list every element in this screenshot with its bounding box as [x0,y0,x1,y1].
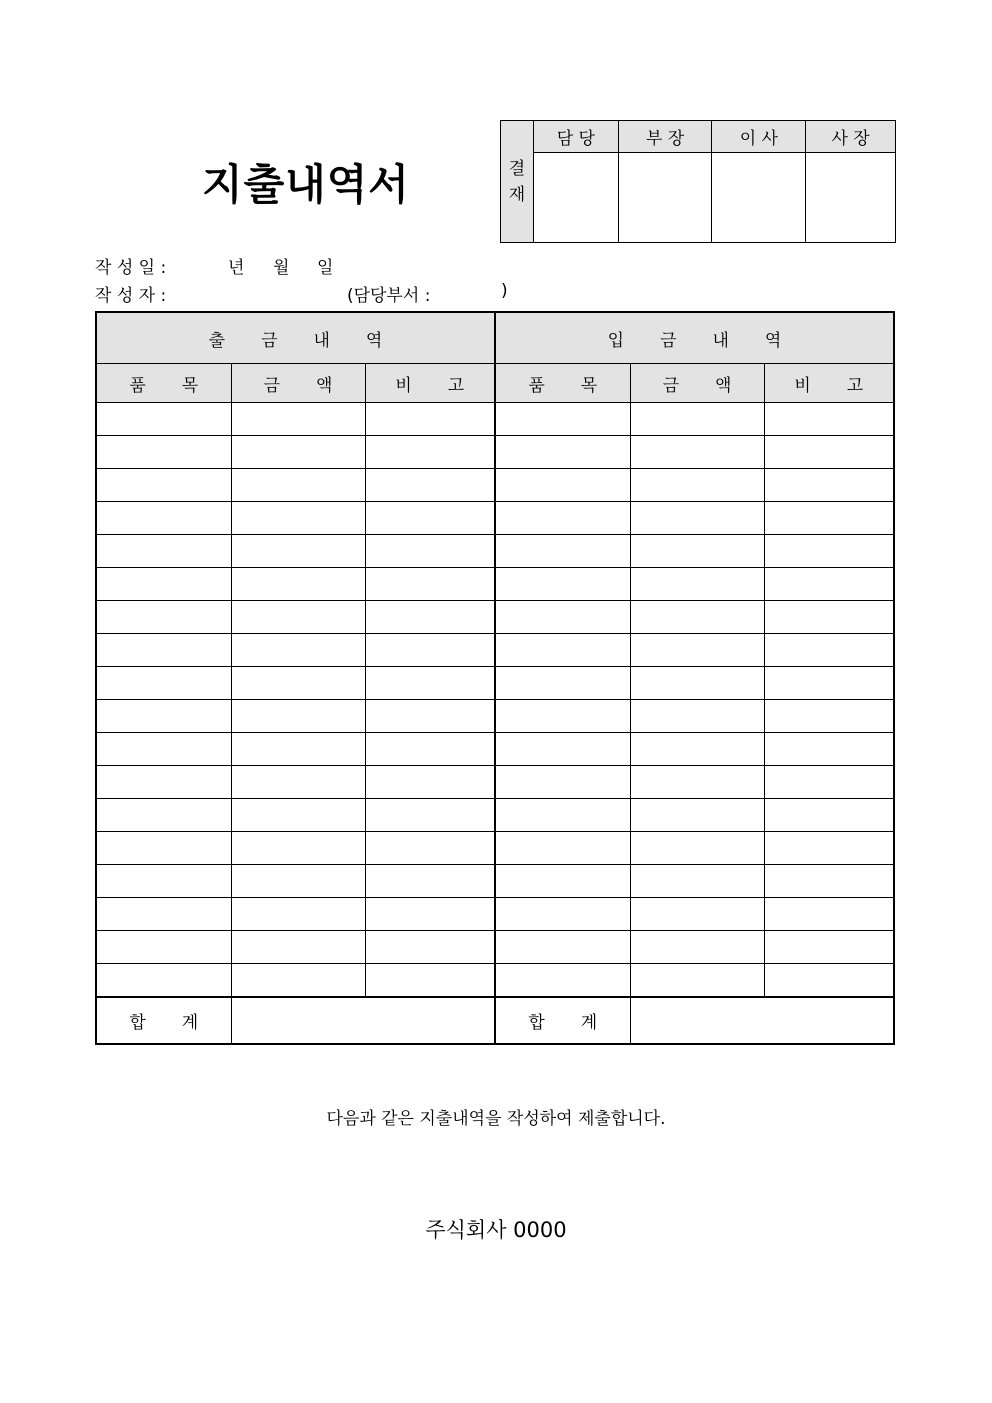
column-header-item: 품 목 [96,364,231,403]
approval-role-dept-head: 부 장 [618,121,712,153]
income-note-cell[interactable] [764,700,894,733]
income-amount-cell[interactable] [630,436,764,469]
income-item-cell[interactable] [495,667,630,700]
table-row [96,964,894,998]
expense-item-cell[interactable] [96,964,231,998]
income-amount-cell[interactable] [630,667,764,700]
expense-section-header: 출 금 내 역 [96,312,495,364]
table-row [96,667,894,700]
income-amount-cell[interactable] [630,799,764,832]
income-amount-cell[interactable] [630,700,764,733]
signature-cell-manager[interactable] [533,153,618,243]
expense-note-cell[interactable] [365,865,495,898]
expense-item-cell[interactable] [96,832,231,865]
income-item-cell[interactable] [495,898,630,931]
ledger-table [95,311,895,1045]
expense-item-cell[interactable] [96,898,231,931]
expense-note-cell[interactable] [365,502,495,535]
table-row [96,469,894,502]
expense-amount-cell[interactable] [231,832,365,865]
expense-item-cell[interactable] [96,931,231,964]
department-label: (담당부서 : [347,286,431,306]
approval-role-president: 사 장 [806,121,896,153]
expense-item-cell[interactable] [96,766,231,799]
expense-note-cell[interactable] [365,700,495,733]
date-year-unit: 년 [228,258,245,278]
expense-amount-cell[interactable] [231,502,365,535]
income-note-cell[interactable] [764,535,894,568]
income-note-cell[interactable] [764,799,894,832]
table-row [96,502,894,535]
date-line [95,253,334,278]
writer-label: 작 성 자 : [95,286,167,306]
income-amount-cell[interactable] [630,931,764,964]
column-header-amount: 금 액 [630,364,764,403]
expense-item-cell[interactable] [96,502,231,535]
column-header-amount: 금 액 [231,364,365,403]
income-item-cell[interactable] [495,502,630,535]
table-row [96,535,894,568]
income-note-cell[interactable] [764,601,894,634]
expense-total-label: 합 계 [96,997,231,1044]
expense-amount-cell[interactable] [231,766,365,799]
expense-item-cell[interactable] [96,799,231,832]
income-amount-cell[interactable] [630,502,764,535]
income-item-cell[interactable] [495,700,630,733]
income-amount-cell[interactable] [630,733,764,766]
expense-amount-cell[interactable] [231,700,365,733]
expense-amount-cell[interactable] [231,634,365,667]
expense-note-cell[interactable] [365,799,495,832]
income-amount-cell[interactable] [630,865,764,898]
expense-note-cell[interactable] [365,964,495,998]
income-section-header: 입 금 내 역 [495,312,894,364]
expense-note-cell[interactable] [365,634,495,667]
income-item-cell[interactable] [495,832,630,865]
table-row [96,601,894,634]
income-amount-cell[interactable] [630,601,764,634]
signature-cell-president[interactable] [806,153,896,243]
table-row [96,733,894,766]
expense-item-cell[interactable] [96,634,231,667]
income-amount-cell[interactable] [630,535,764,568]
expense-amount-cell[interactable] [231,898,365,931]
department-line [347,281,508,306]
expense-amount-cell[interactable] [231,799,365,832]
income-note-cell[interactable] [764,733,894,766]
income-amount-cell[interactable] [630,898,764,931]
expense-note-cell[interactable] [365,436,495,469]
document-title: 지출내역서 [202,160,410,209]
table-row [96,865,894,898]
expense-amount-cell[interactable] [231,469,365,502]
table-row [96,931,894,964]
signature-cell-director[interactable] [712,153,806,243]
income-note-cell[interactable] [764,403,894,436]
table-row [96,799,894,832]
income-note-cell[interactable] [764,832,894,865]
table-row [96,700,894,733]
income-item-cell[interactable] [495,733,630,766]
table-row [96,766,894,799]
income-total-label: 합 계 [495,997,630,1044]
income-note-cell[interactable] [764,469,894,502]
approval-label-char: 재 [508,184,526,205]
income-note-cell[interactable] [764,964,894,998]
expense-item-cell[interactable] [96,535,231,568]
income-amount-cell[interactable] [630,403,764,436]
approval-role-manager: 담 당 [533,121,618,153]
expense-amount-cell[interactable] [231,535,365,568]
expense-note-cell[interactable] [365,733,495,766]
income-amount-cell[interactable] [630,568,764,601]
income-item-cell[interactable] [495,964,630,998]
expense-item-cell[interactable] [96,865,231,898]
income-amount-cell[interactable] [630,766,764,799]
expense-amount-cell[interactable] [231,403,365,436]
column-header-note: 비 고 [764,364,894,403]
income-note-cell[interactable] [764,865,894,898]
submission-statement: 다음과 같은 지출내역을 작성하여 제출합니다. [326,1109,666,1129]
expense-note-cell[interactable] [365,469,495,502]
expense-item-cell[interactable] [96,700,231,733]
company-name: 주식회사 0000 [425,1218,567,1242]
writer-line [95,281,166,306]
expense-note-cell[interactable] [365,568,495,601]
expense-item-cell[interactable] [96,436,231,469]
expense-total-value[interactable] [231,997,495,1044]
expense-note-cell[interactable] [365,931,495,964]
expense-item-cell[interactable] [96,469,231,502]
income-item-cell[interactable] [495,568,630,601]
income-note-cell[interactable] [764,898,894,931]
expense-item-cell[interactable] [96,601,231,634]
table-row [96,436,894,469]
expense-note-cell[interactable] [365,766,495,799]
column-header-item: 품 목 [495,364,630,403]
income-note-cell[interactable] [764,436,894,469]
income-note-cell[interactable] [764,667,894,700]
income-item-cell[interactable] [495,601,630,634]
date-label: 작 성 일 : [95,258,167,278]
table-row [96,403,894,436]
income-note-cell[interactable] [764,502,894,535]
income-note-cell[interactable] [764,568,894,601]
income-note-cell[interactable] [764,634,894,667]
expense-amount-cell[interactable] [231,568,365,601]
expense-note-cell[interactable] [365,403,495,436]
income-amount-cell[interactable] [630,832,764,865]
expense-amount-cell[interactable] [231,964,365,998]
income-item-cell[interactable] [495,799,630,832]
income-item-cell[interactable] [495,931,630,964]
expense-item-cell[interactable] [96,667,231,700]
expense-item-cell[interactable] [96,403,231,436]
income-amount-cell[interactable] [630,634,764,667]
approval-box [500,120,896,243]
income-item-cell[interactable] [495,535,630,568]
income-item-cell[interactable] [495,865,630,898]
column-header-note: 비 고 [365,364,495,403]
signature-cell-dept-head[interactable] [618,153,712,243]
income-item-cell[interactable] [495,634,630,667]
expense-amount-cell[interactable] [231,667,365,700]
expense-amount-cell[interactable] [231,931,365,964]
date-month-unit: 월 [273,258,290,278]
income-note-cell[interactable] [764,931,894,964]
income-item-cell[interactable] [495,766,630,799]
approval-role-director: 이 사 [712,121,806,153]
expense-note-cell[interactable] [365,898,495,931]
approval-label [501,121,534,243]
table-row [96,832,894,865]
table-row [96,898,894,931]
ledger-rows [96,403,894,998]
income-amount-cell[interactable] [630,469,764,502]
approval-label-char: 결 [508,158,526,179]
expense-note-cell[interactable] [365,601,495,634]
expense-note-cell[interactable] [365,667,495,700]
expense-note-cell[interactable] [365,535,495,568]
expense-item-cell[interactable] [96,733,231,766]
expense-amount-cell[interactable] [231,865,365,898]
expense-amount-cell[interactable] [231,436,365,469]
table-row [96,634,894,667]
income-item-cell[interactable] [495,436,630,469]
income-amount-cell[interactable] [630,964,764,998]
income-item-cell[interactable] [495,469,630,502]
date-day-unit: 일 [317,258,334,278]
income-total-value[interactable] [630,997,894,1044]
income-item-cell[interactable] [495,403,630,436]
expense-item-cell[interactable] [96,568,231,601]
table-row [96,568,894,601]
income-note-cell[interactable] [764,766,894,799]
department-close: ) [501,281,508,301]
expense-amount-cell[interactable] [231,601,365,634]
expense-amount-cell[interactable] [231,733,365,766]
expense-note-cell[interactable] [365,832,495,865]
